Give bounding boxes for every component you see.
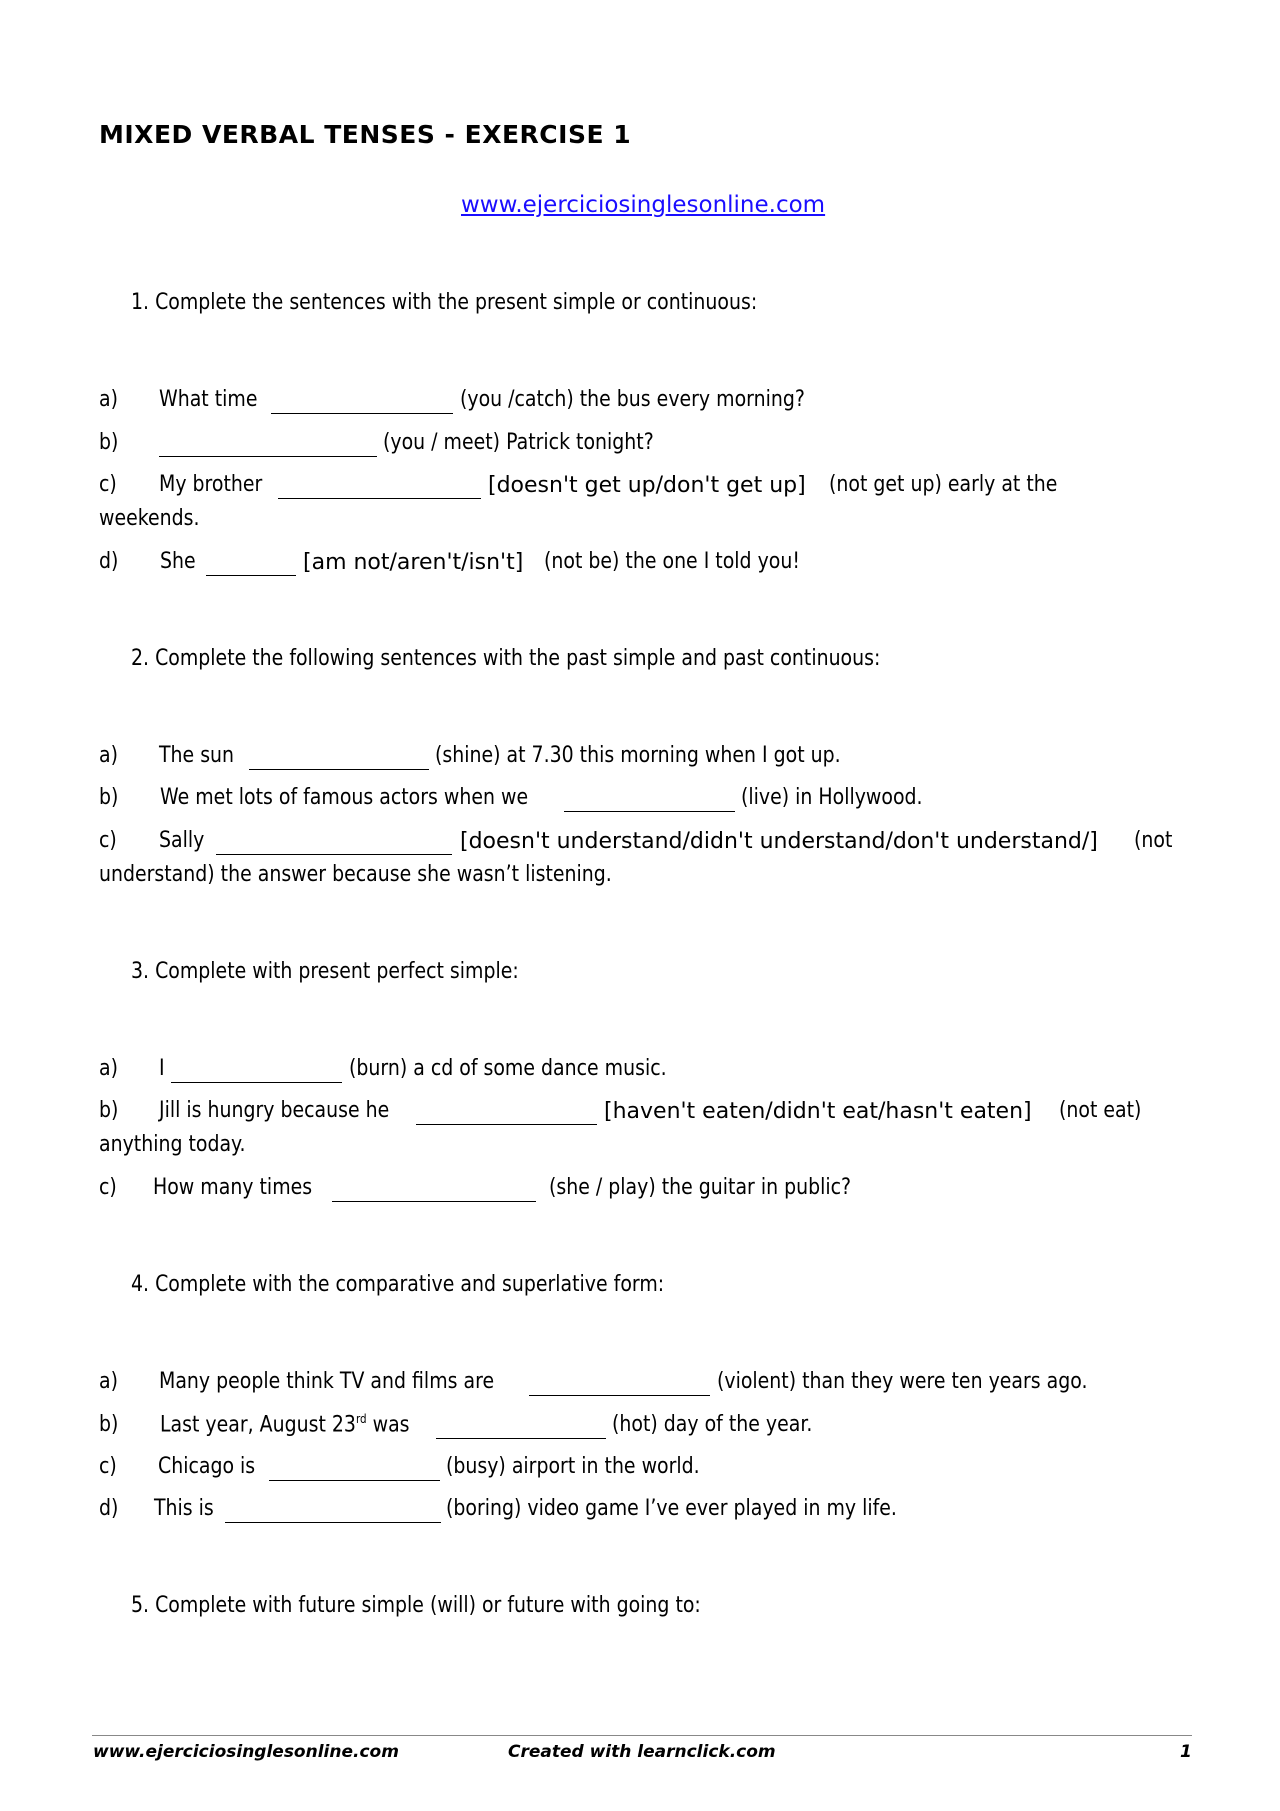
s1-item-c: c) [99,472,117,497]
answer-blank[interactable] [564,810,735,812]
answer-blank[interactable] [171,1081,342,1083]
section-2-heading: 2. Complete the following sentences with the past simple and past continuous: [131,646,881,671]
section-1-heading: 1. Complete the sentences with the present simple or continuous: [131,290,758,315]
section-4-heading: 4. Complete with the comparative and superlative form: [131,1272,665,1297]
s4-item-a: a) [99,1369,118,1394]
section-3-heading: 3. Complete with present perfect simple: [131,959,519,984]
s3-item-a: a) [99,1056,118,1081]
answer-options: [doesn't understand/didn't understand/don't understand/] [460,829,1098,854]
answer-blank[interactable] [216,853,452,855]
s1-item-a [99,387,121,412]
answer-blank[interactable] [278,497,481,499]
s2-item-a: a) [99,743,118,768]
item-letter: a) [99,387,118,412]
s1-item-d: d) [99,549,119,574]
s4-item-d: d) [99,1496,119,1521]
answer-blank[interactable] [332,1200,536,1202]
page-number: 1 [1180,1742,1192,1762]
answer-blank[interactable] [249,768,429,770]
footer-credit: Created with learnclick.com [508,1742,776,1762]
answer-blank[interactable] [269,1479,440,1481]
answer-blank[interactable] [159,455,377,457]
s4-item-c: c) [99,1454,117,1479]
s2-item-b: b) [99,785,119,810]
worksheet-page: MIXED VERBAL TENSES - EXERCISE 1 www.ejerciciosinglesonline.com 1. Complete the sentences with the present simple or continuous: a) What time (you /catch) the bus every morning? b) (you / meet) Patrick tonight? c) My brother [doesn't get up/don't get up] (not get up) early at the weekends. d) She [am not/aren't/isn't] (not be) the one I told you! 2. Complete the following sentences with the past simple and past continuous: a) The sun (shine) at 7.30 this morning when I got up. b) We met lots of famous actors when we (live) in Hollywood. c) Sally [doesn't understand/didn't understand/don't understand/] (not understand) the answer because she wasn’t listening. 3. Complete with present perfect simple: a) I (burn) a cd of some dance music. b) Jill is hungry because he [haven't eaten/didn't eat/hasn't eaten] (not eat) anything today. c) How many times (she / play) the guitar in public? 4. Complete with the comparative and superlative form: a) Many people think TV and films are (violent) than they were ten years ago. b) Last year, August 23rd was (hot) day of the year. c) Chicago is (busy) airport in the world. d) This is (boring) video game I’ve ever played in my life. 5. Complete with future simple (will) or future with going to: www.ejerciciosinglesonline.com Created with learnclick.com 1 [0,0,1280,1811]
footer-divider [92,1735,1192,1736]
answer-options: [am not/aren't/isn't] [303,550,524,575]
section-5-heading: 5. Complete with future simple (will) or future with going to: [131,1593,701,1618]
s2-item-c: c) [99,828,117,853]
s1-item-b: b) [99,430,119,455]
answer-options: [haven't eaten/didn't eat/hasn't eaten] [604,1099,1032,1124]
answer-options: [doesn't get up/don't get up] [488,473,806,498]
answer-blank[interactable] [271,412,453,414]
website-link[interactable]: www.ejerciciosinglesonline.com [461,192,826,218]
answer-blank[interactable] [206,574,296,576]
s1-item-a-text: What time [159,387,258,412]
answer-blank[interactable] [436,1437,606,1439]
s4-item-b: b) [99,1412,119,1437]
footer-website: www.ejerciciosinglesonline.com [93,1742,399,1762]
s3-item-b: b) [99,1098,119,1123]
answer-blank[interactable] [225,1521,441,1523]
answer-blank[interactable] [416,1123,597,1125]
s3-item-c: c) [99,1175,117,1200]
answer-blank[interactable] [529,1394,710,1396]
page-title: MIXED VERBAL TENSES - EXERCISE 1 [99,120,632,149]
